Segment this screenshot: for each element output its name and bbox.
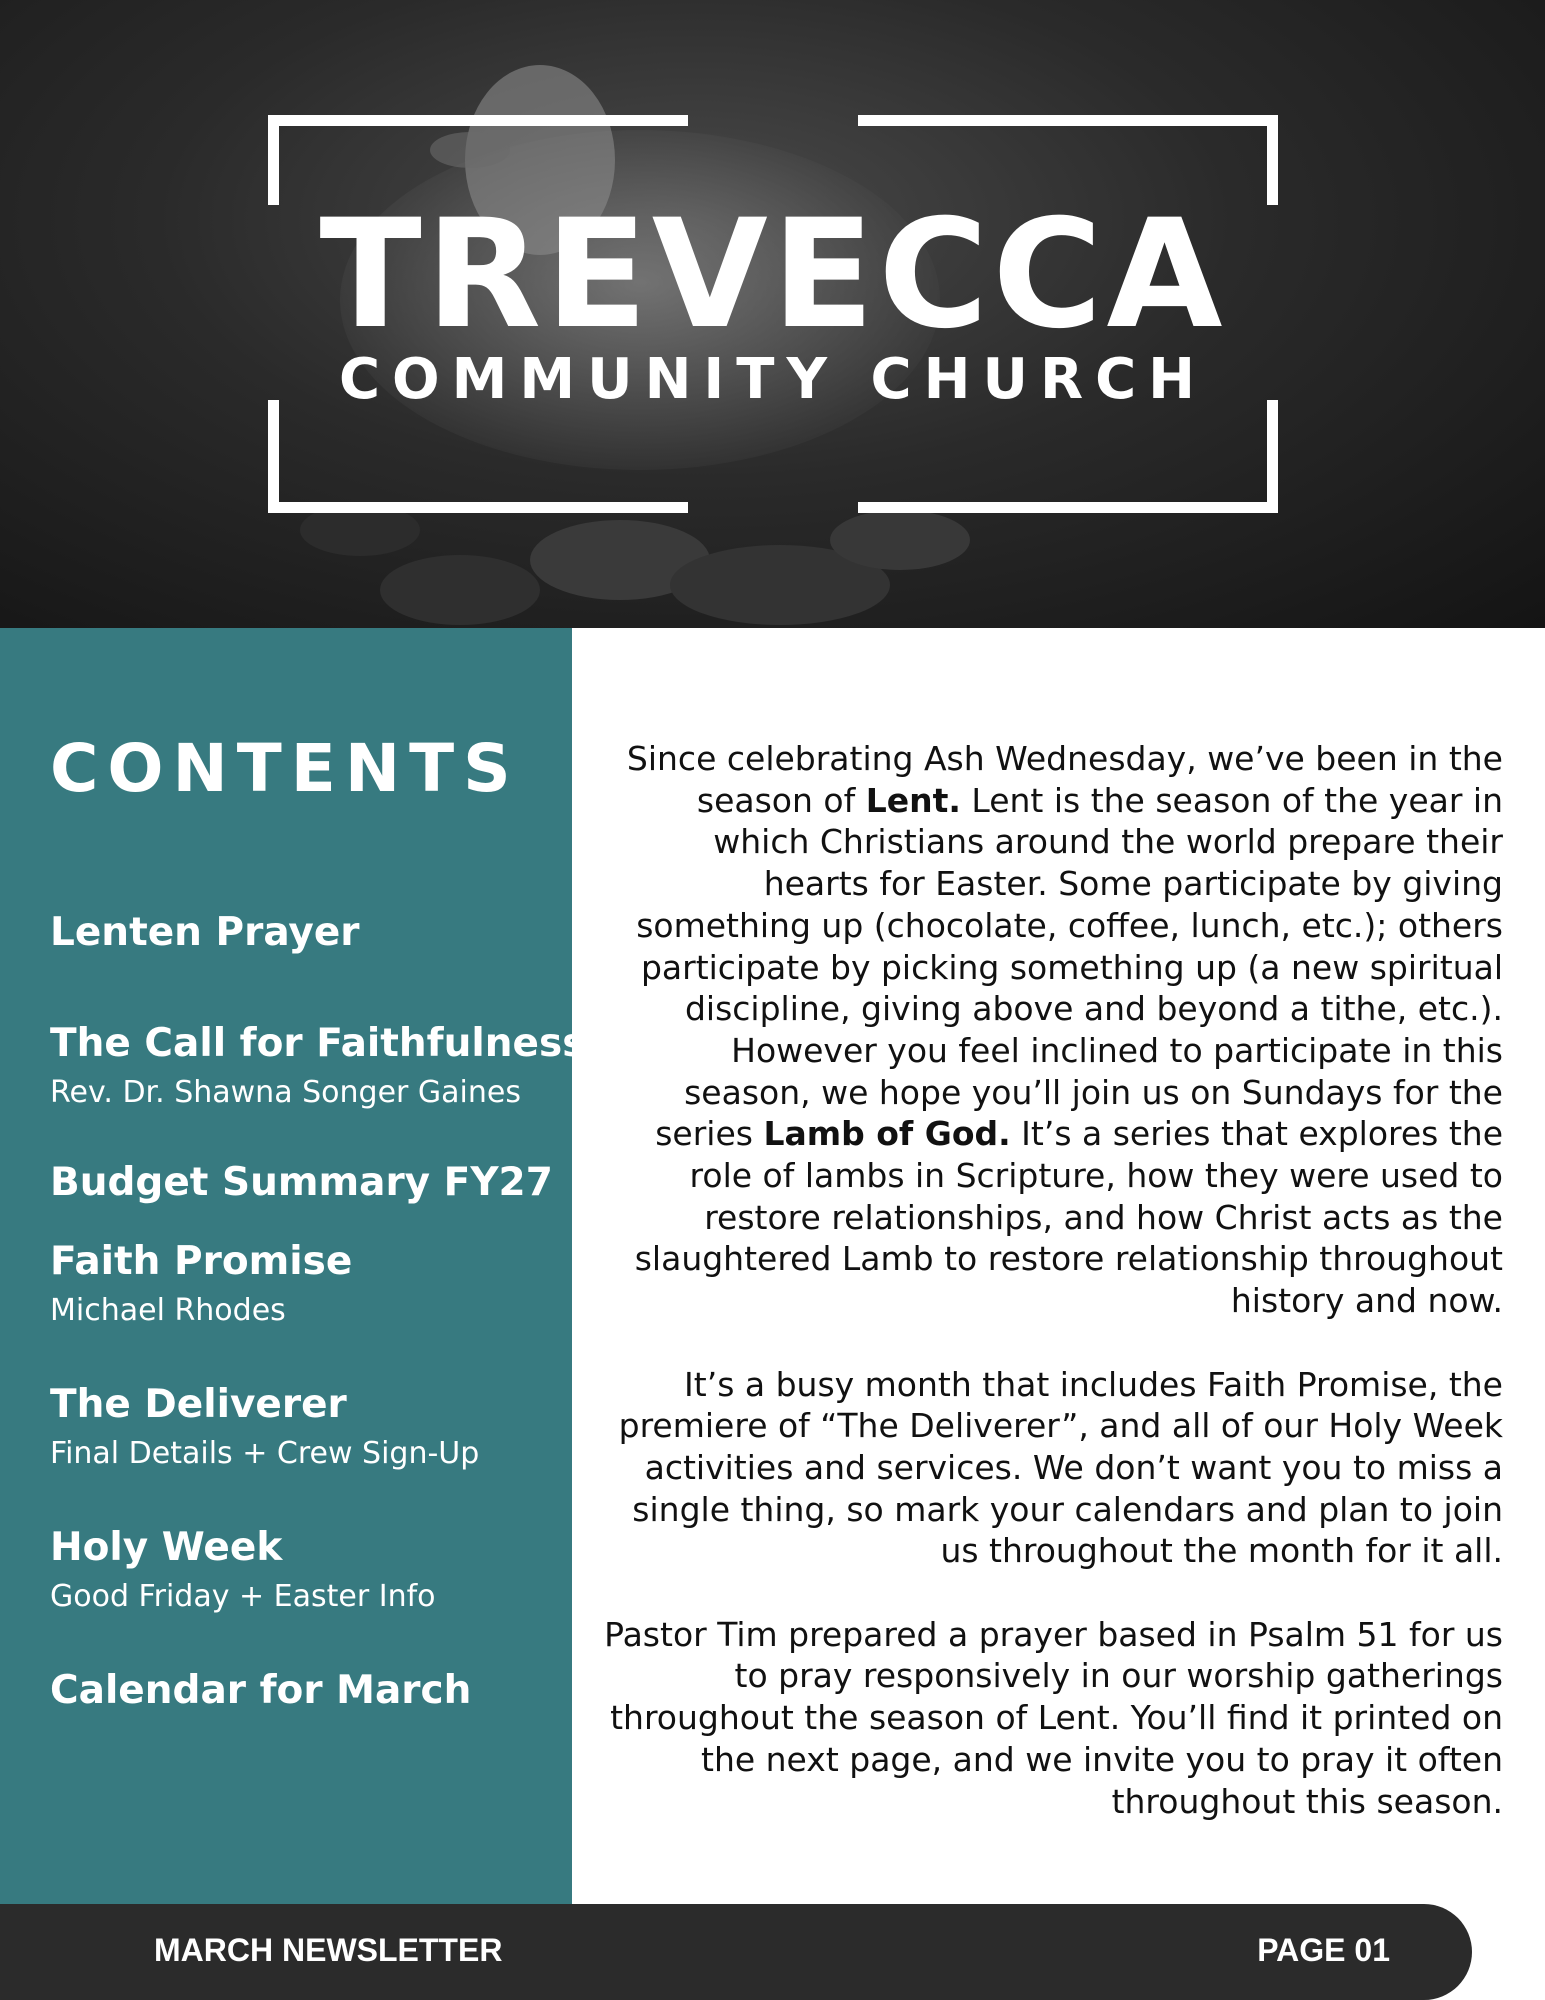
toc-title: The Deliverer	[50, 1382, 347, 1427]
toc-item-call-for-faithfulness[interactable]	[50, 1021, 586, 1111]
toc-title: Holy Week	[50, 1525, 283, 1570]
page-number: PAGE 01	[1257, 1932, 1390, 1968]
intro-paragraph-3: Pastor Tim prepared a prayer based in Psalm 51 for us to pray responsively in our worship gatherings throughout the season of Lent. You’ll find it printed on the next page, and we invite you to pray it often throughout this season.	[604, 1614, 1503, 1821]
toc-item-budget-summary[interactable]	[50, 1160, 570, 1207]
toc-title: Budget Summary FY27	[50, 1160, 553, 1205]
newsletter-label: MARCH NEWSLETTER	[154, 1932, 503, 1968]
p1-text-d: It’s a series that explores the role of lambs in Scripture, how they were used to restore relationships, and how Christ acts as the slaughtered Lamb to restore relationship throughout history and now.	[634, 1114, 1503, 1321]
contents-sidebar	[0, 628, 586, 1904]
toc-title: Lenten Prayer	[50, 910, 360, 955]
toc-item-holy-week[interactable]	[50, 1525, 570, 1615]
footer-bar	[0, 1904, 1472, 2000]
toc-subtitle: Rev. Dr. Shawna Songer Gaines	[50, 1074, 521, 1110]
toc-subtitle: Michael Rhodes	[50, 1292, 286, 1328]
toc-item-calendar-for-march[interactable]	[50, 1668, 570, 1715]
toc-subtitle: Good Friday + Easter Info	[50, 1578, 436, 1614]
toc-subtitle: Final Details + Crew Sign-Up	[50, 1435, 480, 1471]
toc-item-lenten-prayer[interactable]	[50, 910, 570, 957]
intro-article	[598, 738, 1503, 1864]
p1-text-c: Lent is the season of the year in which Christians around the world prepare their hearts for Easter. Some participate by giving something up (chocolate, coffee, lunch, etc.); others participate by picking something up (a new spiritual discipline, giving above and beyond a tithe, etc.). However you feel inclined to participate in this season, we hope you’ll join us on Sundays for the series	[636, 780, 1503, 1154]
church-logo-subtitle: COMMUNITY CHURCH	[338, 347, 1208, 412]
intro-paragraph-1	[598, 738, 1503, 1322]
toc-item-the-deliverer[interactable]	[50, 1382, 570, 1472]
intro-paragraph-2: It’s a busy month that includes Faith Promise, the premiere of “The Deliverer”, and all of our Holy Week activities and services. We don’t want you to miss a single thing, so mark your calendars and plan to join us throughout the month for it all.	[618, 1364, 1503, 1571]
toc-title: The Call for Faithfulness	[50, 1021, 586, 1066]
p1-bold-lamb-of-god: Lamb of God.	[763, 1114, 1011, 1154]
header-banner	[0, 0, 1545, 628]
p1-bold-lent: Lent.	[865, 780, 961, 820]
p1-text-a: Since celebrating Ash Wednesday, we’ve been in the season of	[626, 739, 1503, 820]
contents-heading: CONTENTS	[50, 730, 520, 807]
toc-title: Calendar for March	[50, 1668, 472, 1713]
church-logo-title: TREVECCA	[319, 188, 1227, 362]
toc-item-faith-promise[interactable]	[50, 1239, 570, 1329]
toc-title: Faith Promise	[50, 1239, 353, 1284]
